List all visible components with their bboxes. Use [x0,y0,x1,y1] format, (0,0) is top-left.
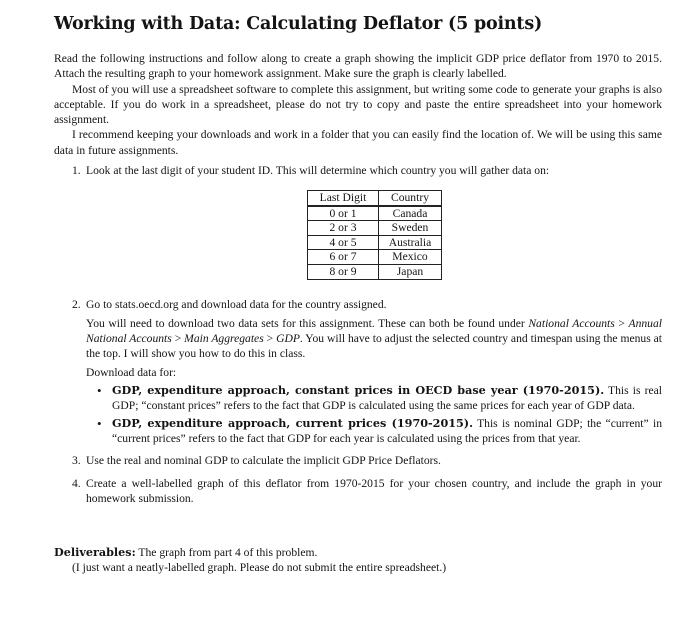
nav-main-aggregates: Main Aggregates [184,332,264,345]
item-number: 3. [72,454,81,467]
item-paragraph-end: . You will have to adjust the selected country and timespan using the menus at the top. I will show you how to do this in class. [86,332,662,360]
column-header-country: Country [379,191,442,206]
list-item [86,416,662,446]
nav-separator: > [614,317,629,330]
instruction-list [72,297,662,506]
item-text: Look at the last digit of your student ID. This will determine which country you will gather data on: [86,164,550,177]
nav-national-accounts: National Accounts [528,317,615,330]
item-text: Go to stats.oecd.org and download data for the country assigned. [86,298,387,311]
item-paragraph-start: You will need to download two data sets for this assignment. These can both be found under [86,317,529,330]
nav-annual-national-accounts: Annual National Accounts [86,317,662,345]
item-text: Use the real and nominal GDP to calculate the implicit GDP Price Deflators. [86,454,441,467]
table-row [308,235,442,250]
item-text: Create a well-labelled graph of this deflator from 1970-2015 for your chosen country, and include the graph in your homework submission. [86,477,662,505]
country-table [307,190,442,280]
table-row [308,250,442,265]
nav-separator: > [171,332,185,345]
table-row [308,264,442,279]
table-cell: Sweden [379,221,442,236]
page-title: Working with Data: Calculating Deflator (5 points) [54,14,543,34]
bullet-bold: GDP, expenditure approach, current prices (1970-2015). [112,416,473,430]
table-cell: 6 or 7 [308,250,379,265]
item-number: 1. [72,164,81,177]
deliverables-section [54,545,662,575]
list-item-4 [72,476,662,506]
bullet-bold: GDP, expenditure approach, constant prices in OECD base year (1970-2015). [112,383,605,397]
deliverables-line [54,545,662,560]
table-cell: Australia [379,235,442,250]
table-cell: Canada [379,206,442,221]
deliverables-note: (I just want a neatly-labelled graph. Please do not submit the entire spreadsheet.) [72,561,447,574]
download-label: Download data for: [86,366,177,379]
column-header-last-digit: Last Digit [308,191,379,206]
download-list [86,383,662,446]
intro-paragraph-3: I recommend keeping your downloads and work in a folder that you can easily find the location of. We will be using this same data in future assignments. [54,128,662,157]
list-item-3 [72,453,662,468]
deliverables-text: The graph from part 4 of this problem. [135,546,318,559]
table-cell: Japan [379,264,442,279]
item-number: 4. [72,477,81,490]
bullet-icon: • [97,416,102,431]
table-row [308,221,442,236]
intro-paragraph-2: Most of you will use a spreadsheet software to complete this assignment, but writing some code to generate your graphs is also acceptable. If you do work in a spreadsheet, please do not try to copy and paste the entire spreadsheet into your homework assignment. [54,82,662,127]
table-row [308,206,442,221]
table-cell: Mexico [379,250,442,265]
bullet-icon: • [97,383,102,398]
item-paragraph [86,316,662,361]
list-item [86,383,662,413]
bullet-text: This is nominal GDP; the “current” in “current prices” refers to the fact that GDP for each year is calculated using the prices from that year. [112,417,662,445]
bullet-text: This is real GDP; “constant prices” refers to the fact that GDP is calculated using the same prices for each year of GDP data. [112,384,662,412]
intro-section [54,51,662,158]
nav-separator: > [263,332,277,345]
list-item-1 [72,163,662,178]
table-cell: 0 or 1 [308,206,379,221]
intro-paragraph-1: Read the following instructions and follow along to create a graph showing the implicit GDP price deflator from 1970 to 2015. Attach the resulting graph to your homework assignment. Make sure the graph is clearly labelled. [54,52,662,81]
table-cell: 2 or 3 [308,221,379,236]
table-cell: 8 or 9 [308,264,379,279]
deliverables-label: Deliverables: [54,545,136,559]
item-number: 2. [72,298,81,311]
table-header-row [308,191,442,206]
nav-gdp: GDP [276,332,300,345]
list-item-2 [72,297,662,446]
table-cell: 4 or 5 [308,235,379,250]
